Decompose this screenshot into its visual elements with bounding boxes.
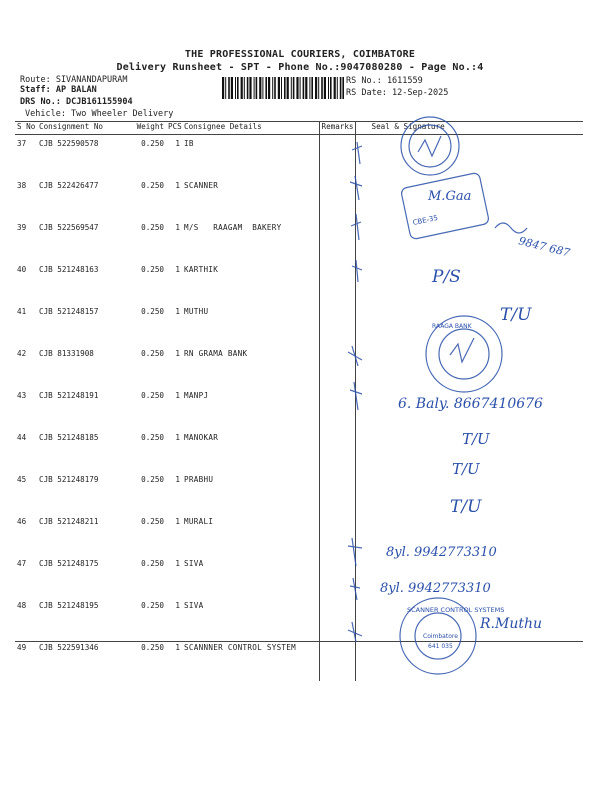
cell-pcs: 1 — [175, 475, 180, 484]
cell-weight: 0.250 — [141, 139, 164, 148]
cell-consignee: IB — [184, 139, 194, 148]
table-row — [15, 387, 583, 429]
cell-seal — [355, 639, 583, 681]
cell-seal — [355, 429, 583, 471]
table-row — [15, 303, 583, 345]
cell-weight: 0.250 — [141, 349, 164, 358]
cell-sno: 43 — [17, 391, 27, 400]
vehicle-label: Vehicle: Two Wheeler Delivery — [25, 109, 174, 119]
cell-seal — [355, 177, 583, 219]
col-remarks: Remarks — [319, 122, 355, 135]
cell-consignment: CJB 521248185 — [39, 433, 99, 442]
cell-weight: 0.250 — [141, 475, 164, 484]
stamp-49-city: Coimbatore — [423, 633, 458, 640]
cell-sno: 47 — [17, 559, 27, 568]
cell-sno: 42 — [17, 349, 27, 358]
cell-weight: 0.250 — [141, 517, 164, 526]
cell-remarks — [319, 429, 355, 471]
cell-sno: 49 — [17, 643, 27, 652]
cell-remarks — [319, 555, 355, 597]
table-row — [15, 471, 583, 513]
cell-consignment: CJB 522569547 — [39, 223, 99, 232]
cell-sno: 46 — [17, 517, 27, 526]
cell-consignment: CJB 521248195 — [39, 601, 99, 610]
handwriting-48: 8yl. 9942773310 — [380, 581, 491, 596]
cell-consignee: MURALI — [184, 517, 214, 526]
cell-remarks — [319, 639, 355, 681]
cell-weight: 0.250 — [141, 559, 164, 568]
drs-label: DRS No.: DCJB161155904 — [20, 97, 133, 107]
stamp-42-text: RAAGA BANK — [432, 323, 472, 330]
cell-remarks — [319, 513, 355, 555]
runsheet-subtitle: Delivery Runsheet - SPT - Phone No.:9047080280 - Page No.:4 — [116, 62, 484, 73]
rs-date: RS Date: 12-Sep-2025 — [346, 88, 449, 98]
table-row — [15, 261, 583, 303]
cell-consignment: CJB 521248191 — [39, 391, 99, 400]
stamp-39-text: CBE-35 — [412, 213, 439, 227]
cell-sno: 48 — [17, 601, 27, 610]
cell-sno: 40 — [17, 265, 27, 274]
table-row — [15, 345, 583, 387]
cell-remarks — [319, 261, 355, 303]
cell-remarks — [319, 219, 355, 261]
runsheet-table — [15, 121, 583, 681]
route-label: Route: SIVANANDAPURAM — [20, 75, 128, 85]
handwriting-44: 6. Baly. 8667410676 — [398, 396, 543, 412]
cell-weight: 0.250 — [141, 181, 164, 190]
col-weight: Weight — [117, 122, 166, 135]
cell-consignee: MANOKAR — [184, 433, 219, 442]
table-row — [15, 639, 583, 681]
stamp-49-name: SCANNER CONTROL SYSTEMS — [407, 606, 505, 614]
col-pcs: PCS — [166, 122, 182, 135]
cell-consignee: M/S RAAGAM BAKERY — [184, 223, 282, 232]
table-row — [15, 177, 583, 219]
cell-consignment: CJB 521248211 — [39, 517, 99, 526]
table-row — [15, 429, 583, 471]
cell-weight: 0.250 — [141, 643, 164, 652]
cell-sno: 41 — [17, 307, 27, 316]
cell-remarks — [319, 345, 355, 387]
cell-consignment: CJB 521248175 — [39, 559, 99, 568]
cell-seal — [355, 471, 583, 513]
cell-consignee: MUTHU — [184, 307, 209, 316]
cell-consignee: RN GRAMA BANK — [184, 349, 248, 358]
cell-consignment: CJB 522426477 — [39, 181, 99, 190]
cell-weight: 0.250 — [141, 601, 164, 610]
cell-consignment: CJB 521248163 — [39, 265, 99, 274]
handwriting-46b: T/U — [450, 497, 482, 517]
cell-pcs: 1 — [175, 391, 180, 400]
cell-remarks — [319, 597, 355, 639]
cell-seal — [355, 261, 583, 303]
cell-remarks — [319, 387, 355, 429]
cell-seal — [355, 555, 583, 597]
barcode — [222, 77, 344, 99]
cell-pcs: 1 — [175, 643, 180, 652]
cell-sno: 39 — [17, 223, 27, 232]
handwriting-39b: 9847 687 — [517, 234, 572, 260]
cell-seal — [355, 597, 583, 639]
handwriting-49: R.Muthu — [480, 616, 543, 632]
rs-number: RS No.: 1611559 — [346, 76, 423, 86]
cell-pcs: 1 — [175, 517, 180, 526]
cell-consignee: SIVA — [184, 559, 204, 568]
stamp-49-pin: 641 035 — [428, 643, 453, 650]
handwriting-47: 8yl. 9942773310 — [386, 545, 497, 560]
cell-consignment: CJB 81331908 — [39, 349, 94, 358]
table-row — [15, 219, 583, 261]
handwriting-40: P/S — [432, 267, 461, 287]
cell-consignee: SCANNER — [184, 181, 219, 190]
cell-seal — [355, 135, 583, 178]
cell-consignment: CJB 521248157 — [39, 307, 99, 316]
cell-remarks — [319, 303, 355, 345]
cell-pcs: 1 — [175, 265, 180, 274]
col-seal: Seal & Signature — [355, 122, 583, 135]
table-row — [15, 555, 583, 597]
cell-sno: 45 — [17, 475, 27, 484]
cell-sno: 38 — [17, 181, 27, 190]
cell-weight: 0.250 — [141, 433, 164, 442]
table-row — [15, 513, 583, 555]
col-consignee: Consignee Details — [182, 122, 319, 135]
cell-consignee: SCANNNER CONTROL SYSTEM — [184, 643, 297, 652]
col-consignment: Consignment No — [37, 122, 117, 135]
cell-remarks — [319, 177, 355, 219]
cell-consignee: PRABHU — [184, 475, 214, 484]
cell-pcs: 1 — [175, 601, 180, 610]
handwriting-42: T/U — [500, 305, 532, 325]
cell-pcs: 1 — [175, 139, 180, 148]
handwriting-45: T/U — [462, 430, 490, 448]
cell-consignee: MANPJ — [184, 391, 209, 400]
cell-seal — [355, 219, 583, 261]
cell-pcs: 1 — [175, 181, 180, 190]
cell-consignment: CJB 521248179 — [39, 475, 99, 484]
cell-seal — [355, 387, 583, 429]
cell-seal — [355, 303, 583, 345]
table-row — [15, 135, 583, 178]
cell-weight: 0.250 — [141, 391, 164, 400]
cell-consignee: SIVA — [184, 601, 204, 610]
cell-pcs: 1 — [175, 223, 180, 232]
cell-seal — [355, 513, 583, 555]
table-bottom-rule — [15, 641, 583, 642]
table-row — [15, 597, 583, 639]
cell-seal — [355, 345, 583, 387]
cell-weight: 0.250 — [141, 223, 164, 232]
cell-pcs: 1 — [175, 559, 180, 568]
col-sno: S No — [15, 122, 37, 135]
cell-consignment: CJB 522590578 — [39, 139, 99, 148]
cell-consignment: CJB 522591346 — [39, 643, 99, 652]
cell-sno: 37 — [17, 139, 27, 148]
cell-remarks — [319, 135, 355, 178]
cell-remarks — [319, 471, 355, 513]
cell-consignee: KARTHIK — [184, 265, 219, 274]
staff-label: Staff: AP BALAN — [20, 85, 97, 95]
cell-pcs: 1 — [175, 307, 180, 316]
cell-weight: 0.250 — [141, 265, 164, 274]
handwriting-46a: T/U — [452, 460, 480, 478]
cell-sno: 44 — [17, 433, 27, 442]
cell-pcs: 1 — [175, 349, 180, 358]
cell-pcs: 1 — [175, 433, 180, 442]
handwriting-39: M.Gaa — [428, 189, 472, 204]
table-header-row — [15, 122, 583, 135]
cell-weight: 0.250 — [141, 307, 164, 316]
company-title: THE PROFESSIONAL COURIERS, COIMBATORE — [184, 49, 416, 60]
